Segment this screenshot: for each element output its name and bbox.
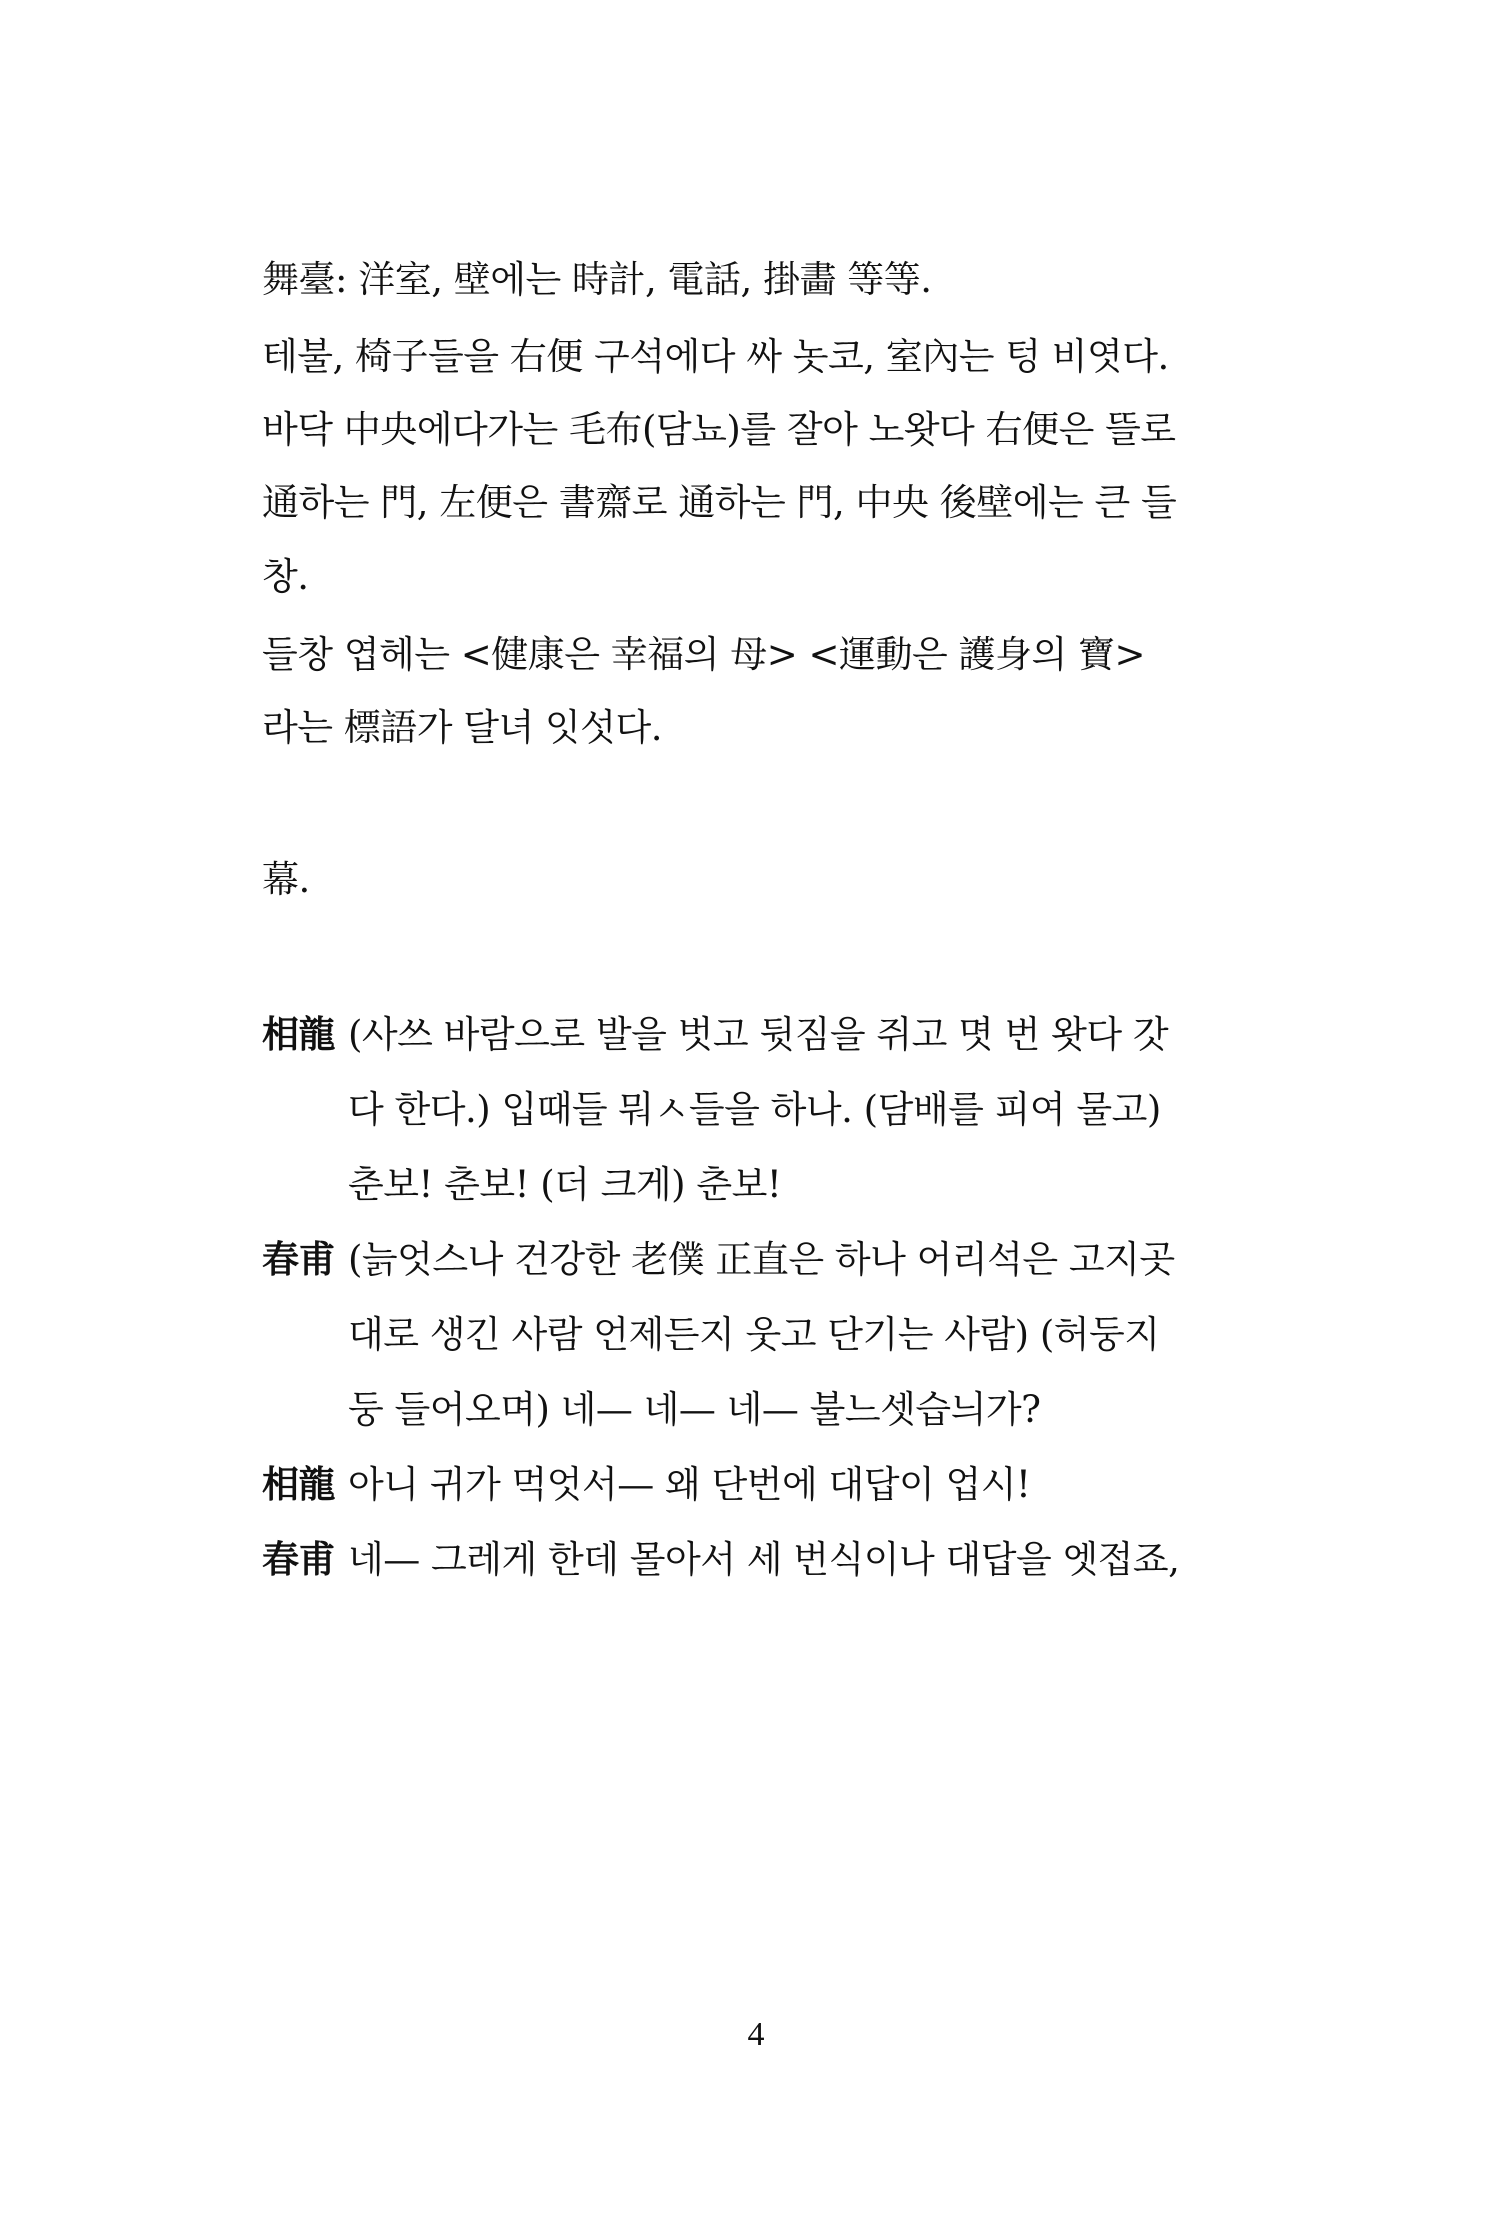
dialogue-continuation: 다 한다.) 입때들 뭐ㅅ들을 하나. (담배를 피여 물고)	[348, 1088, 1161, 1131]
stage-direction-line: 테불, 椅子들을 右便 구석에다 싸 놋코, 室內는 텅 비엿다.	[262, 335, 1169, 378]
stage-direction-line: 라는 標語가 달녀 잇섯다.	[262, 706, 662, 749]
speaker-name: 春甫	[262, 1238, 335, 1281]
speaker-name: 相龍	[262, 1013, 335, 1056]
stage-direction-line: 창.	[262, 555, 309, 598]
page-number: 4	[747, 2016, 765, 2053]
stage-direction-line: 舞臺: 洋室, 壁에는 時計, 電話, 掛畵 等等.	[262, 258, 932, 301]
speaker-name: 春甫	[262, 1538, 335, 1581]
speech-text: 네— 그레게 한데 몰아서 세 번식이나 대답을 엣접죠,	[348, 1538, 1180, 1581]
speech-text: (늙엇스나 건강한 老僕 正直은 하나 어리석은 고지곳	[348, 1238, 1175, 1281]
stage-direction-line: 들창 엽헤는 <健康은 幸福의 母> <運動은 護身의 寶>	[262, 633, 1146, 676]
dialogue-line	[262, 1010, 1168, 1060]
speech-text: 아니 귀가 먹엇서— 왜 단번에 대답이 업시!	[348, 1463, 1031, 1506]
stage-direction-line: 바닥 中央에다가는 毛布(담뇨)를 잘아 노왓다 右便은 뜰로	[262, 408, 1176, 451]
dialogue-continuation: 대로 생긴 사람 언제든지 웃고 단기는 사람) (허둥지	[348, 1313, 1160, 1356]
dialogue-line	[262, 1535, 1179, 1585]
dialogue-continuation: 둥 들어오며) 네— 네— 네— 불느셋습늬가?	[348, 1388, 1041, 1431]
stage-direction-line: 通하는 門, 左便은 書齋로 通하는 門, 中央 後壁에는 큰 들	[262, 481, 1177, 524]
speech-text: (사쓰 바람으로 발을 벗고 뒷짐을 쥐고 몃 번 왓다 갓	[348, 1013, 1169, 1056]
dialogue-line	[262, 1460, 1030, 1510]
curtain-marker: 幕.	[262, 858, 310, 901]
speaker-name: 相龍	[262, 1463, 335, 1506]
dialogue-continuation: 춘보! 춘보! (더 크게) 춘보!	[348, 1163, 782, 1206]
dialogue-line	[262, 1235, 1175, 1285]
